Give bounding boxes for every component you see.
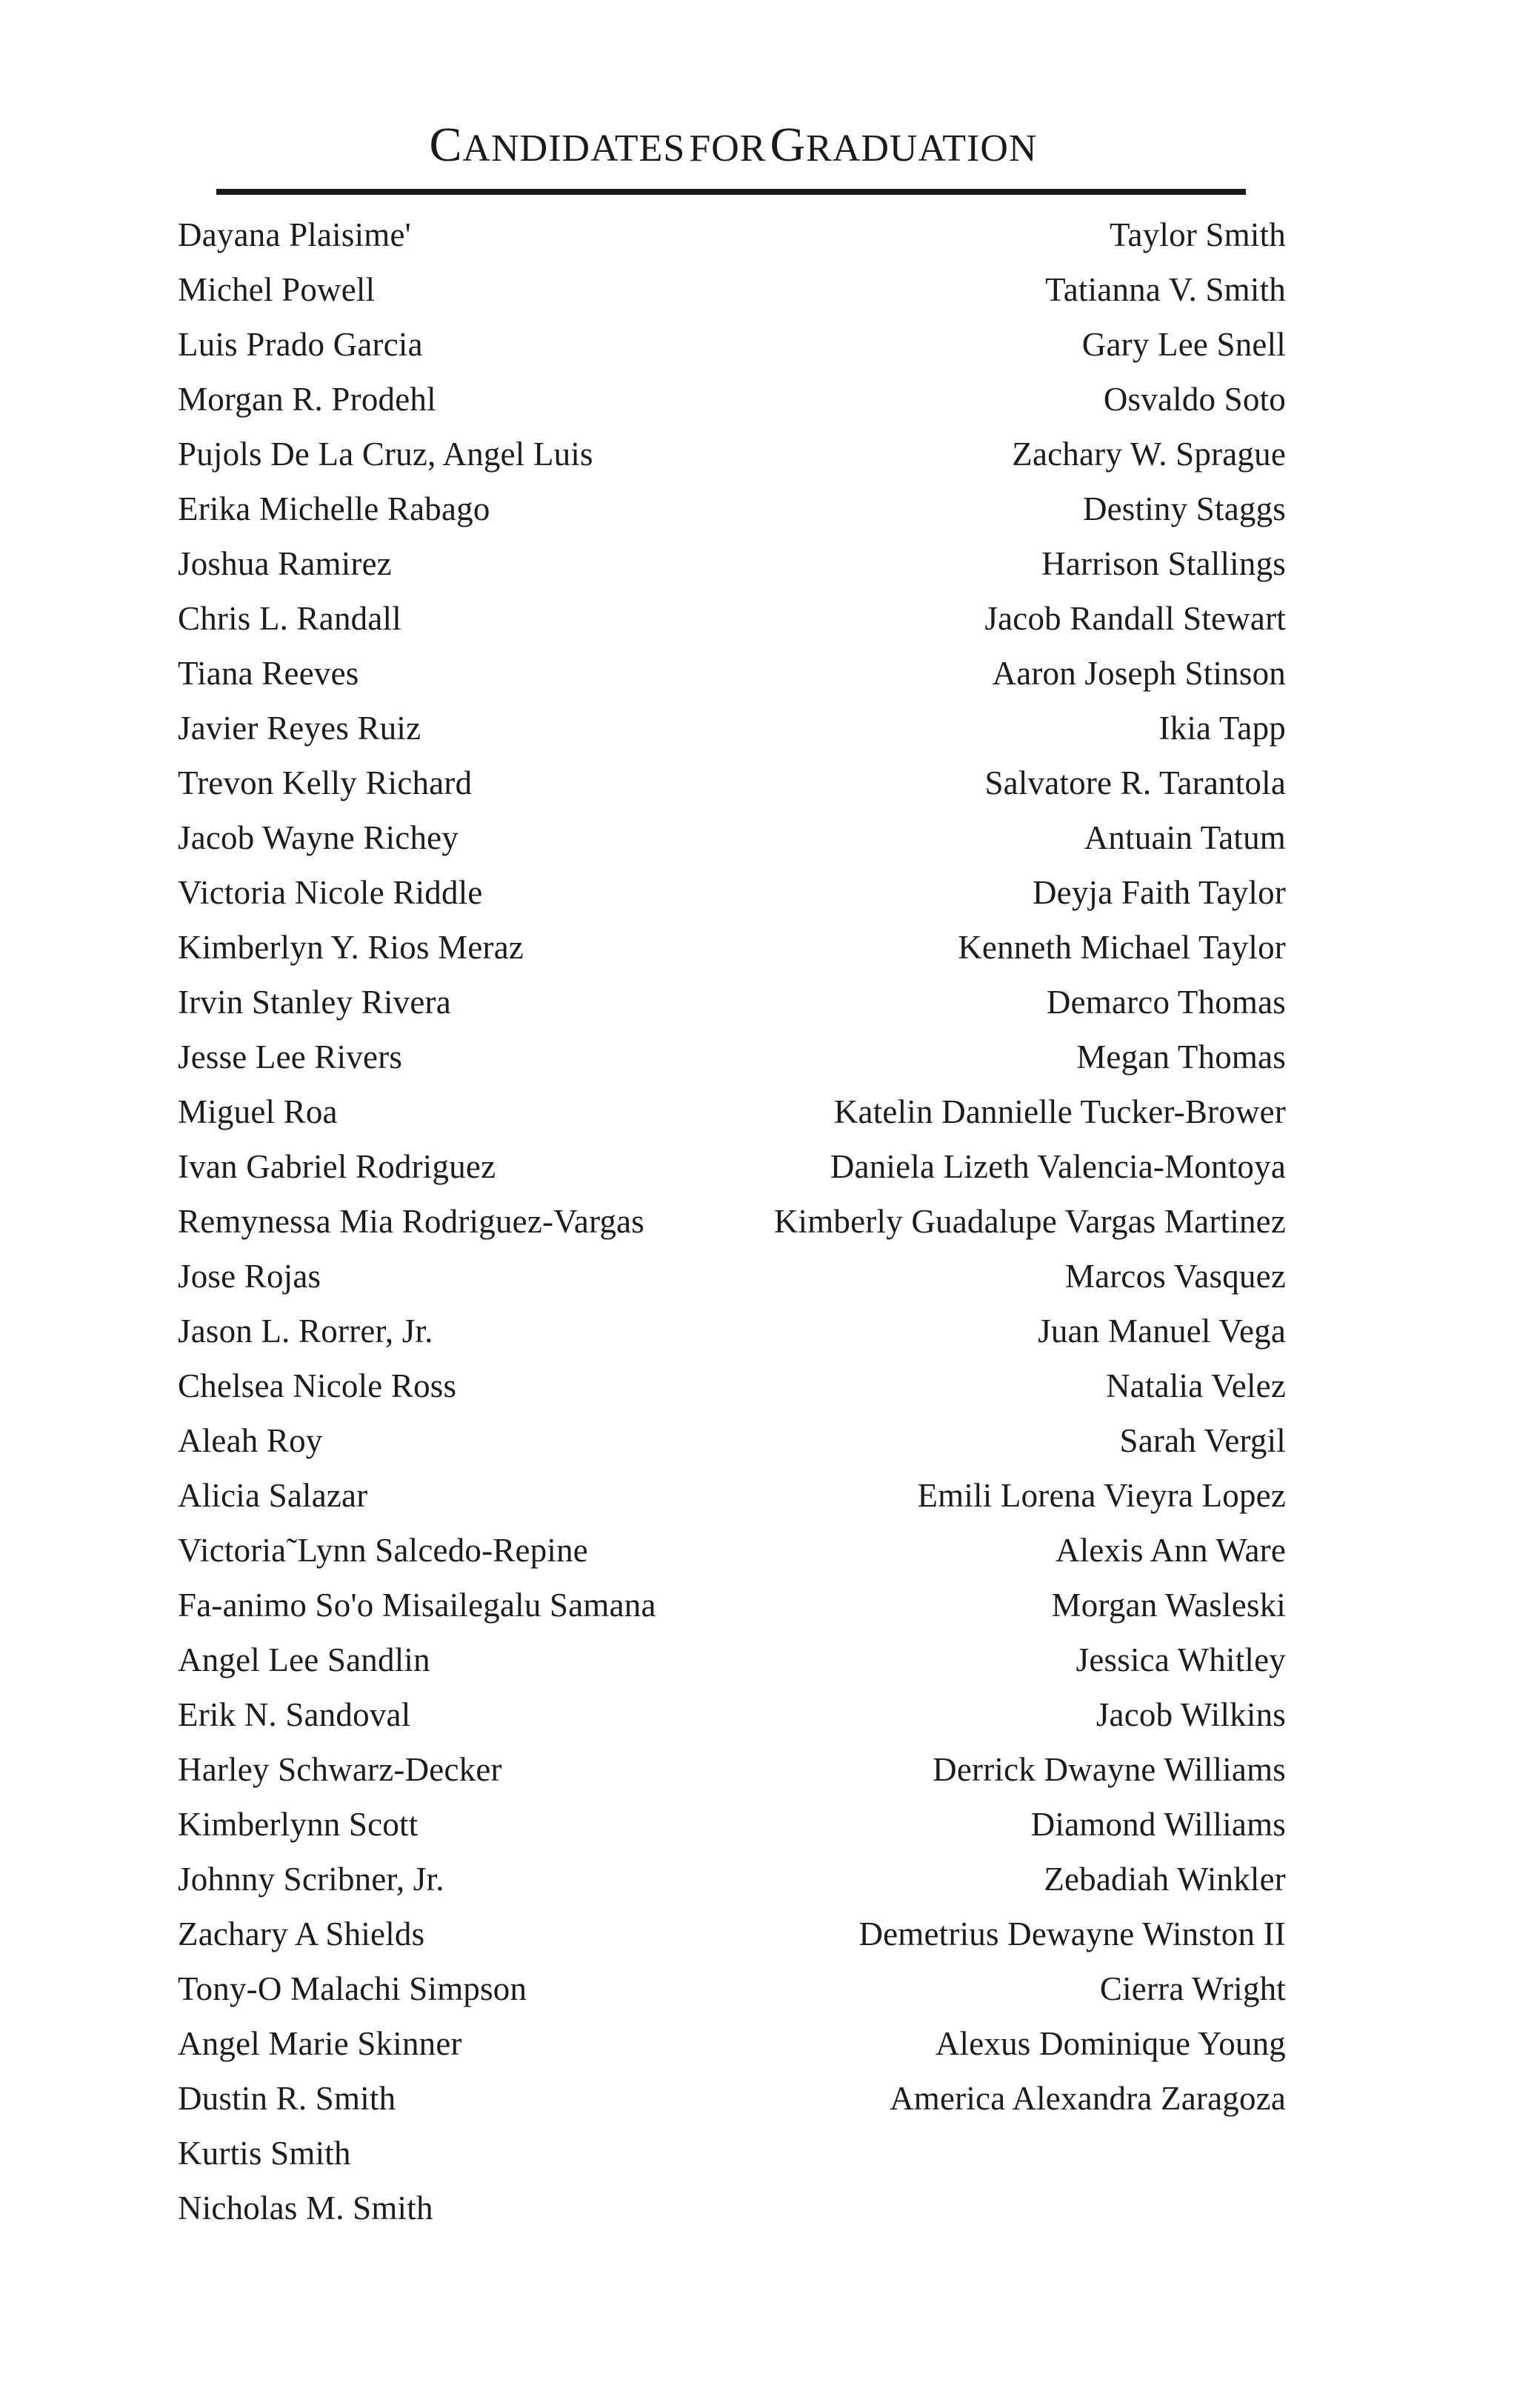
graduate-name: Juan Manuel Vega xyxy=(1038,1313,1286,1350)
graduate-name: Cierra Wright xyxy=(1099,1970,1286,2007)
graduate-name: Erik N. Sandoval xyxy=(178,1696,411,1733)
graduate-name: Jacob Wayne Richey xyxy=(178,819,459,856)
graduate-name: Trevon Kelly Richard xyxy=(178,764,473,801)
graduate-name: Emili Lorena Vieyra Lopez xyxy=(917,1477,1286,1514)
right-name-column xyxy=(711,207,1286,2126)
graduate-name: Jessica Whitley xyxy=(1076,1641,1286,1678)
graduate-name: Demarco Thomas xyxy=(1046,984,1286,1021)
graduate-name: Ikia Tapp xyxy=(1158,710,1286,747)
page-title xyxy=(215,117,1252,191)
graduate-name: Gary Lee Snell xyxy=(1081,326,1286,363)
graduate-name: Victoria˜Lynn Salcedo-Repine xyxy=(178,1532,588,1569)
left-name-column xyxy=(178,207,785,2235)
graduate-name: Nicholas M. Smith xyxy=(178,2189,433,2227)
graduate-name: Dayana Plaisime' xyxy=(178,216,411,253)
graduate-name: Natalia Velez xyxy=(1106,1367,1286,1404)
graduate-name: Sarah Vergil xyxy=(1119,1422,1286,1459)
graduate-name: Victoria Nicole Riddle xyxy=(178,874,483,911)
graduate-name: Derrick Dwayne Williams xyxy=(933,1751,1286,1788)
graduate-name: Tiana Reeves xyxy=(178,655,359,692)
graduate-name: Angel Lee Sandlin xyxy=(178,1641,430,1678)
graduate-name: Daniela Lizeth Valencia-Montoya xyxy=(830,1148,1286,1185)
graduate-name: Alexus Dominique Young xyxy=(935,2025,1286,2062)
graduate-name: Tony-O Malachi Simpson xyxy=(178,1970,527,2007)
title-initial-c: C xyxy=(429,118,463,172)
graduate-name: Megan Thomas xyxy=(1076,1038,1286,1075)
graduate-name: Angel Marie Skinner xyxy=(178,2025,462,2062)
graduate-name: Javier Reyes Ruiz xyxy=(178,710,421,747)
graduate-name: Kimberlynn Scott xyxy=(178,1806,418,1843)
graduate-name: Kimberlyn Y. Rios Meraz xyxy=(178,929,524,966)
graduate-name: Morgan R. Prodehl xyxy=(178,381,436,418)
graduate-name: Fa-animo So'o Misailegalu Samana xyxy=(178,1587,656,1624)
graduate-name: Aaron Joseph Stinson xyxy=(992,655,1286,692)
graduate-name: Salvatore R. Tarantola xyxy=(984,764,1286,801)
graduate-name: Katelin Dannielle Tucker-Brower xyxy=(833,1093,1286,1130)
graduate-name: Destiny Staggs xyxy=(1082,490,1286,527)
graduate-name: Dustin R. Smith xyxy=(178,2080,396,2117)
graduate-name: Jason L. Rorrer, Jr. xyxy=(178,1313,433,1350)
graduate-name: Pujols De La Cruz, Angel Luis xyxy=(178,436,593,473)
title-underline-rule xyxy=(216,189,1246,195)
graduate-name: Erika Michelle Rabago xyxy=(178,490,490,527)
graduate-name: Deyja Faith Taylor xyxy=(1032,874,1286,911)
graduate-name: Kenneth Michael Taylor xyxy=(958,929,1286,966)
graduate-name: Jesse Lee Rivers xyxy=(178,1038,403,1075)
graduate-name: Luis Prado Garcia xyxy=(178,326,423,363)
graduate-name: Michel Powell xyxy=(178,271,376,308)
graduate-name: Zachary W. Sprague xyxy=(1012,436,1286,473)
graduate-name: Zebadiah Winkler xyxy=(1044,1861,1286,1898)
graduate-name: Antuain Tatum xyxy=(1084,819,1286,856)
graduate-name: Chris L. Randall xyxy=(178,600,401,637)
graduate-name: Miguel Roa xyxy=(178,1093,338,1130)
graduate-name: Jacob Randall Stewart xyxy=(984,600,1286,637)
graduate-name: Zachary A Shields xyxy=(178,1915,425,1952)
graduate-name: Ivan Gabriel Rodriguez xyxy=(178,1148,496,1185)
graduate-name: Joshua Ramirez xyxy=(178,545,392,582)
graduate-name: Alexis Ann Ware xyxy=(1056,1532,1286,1569)
graduate-name: Osvaldo Soto xyxy=(1103,381,1286,418)
graduate-name: Kimberly Guadalupe Vargas Martinez xyxy=(773,1203,1286,1240)
title-initial-g: G xyxy=(770,118,807,172)
graduate-name: Taylor Smith xyxy=(1110,216,1286,253)
graduate-name: Alicia Salazar xyxy=(178,1477,368,1514)
graduate-name: Irvin Stanley Rivera xyxy=(178,984,451,1021)
title-word-candidates-rest: ANDIDATES xyxy=(462,127,686,170)
title-word-graduation-rest: RADUATION xyxy=(806,127,1038,170)
graduate-name: Johnny Scribner, Jr. xyxy=(178,1861,444,1898)
graduate-name: Diamond Williams xyxy=(1030,1806,1286,1843)
graduate-name: Chelsea Nicole Ross xyxy=(178,1367,457,1404)
graduate-name: Demetrius Dewayne Winston II xyxy=(858,1915,1286,1952)
graduate-name: America Alexandra Zaragoza xyxy=(890,2080,1286,2117)
title-word-for: FOR xyxy=(689,127,767,170)
graduate-name: Marcos Vasquez xyxy=(1064,1258,1286,1295)
graduate-name: Aleah Roy xyxy=(178,1422,323,1459)
graduate-name: Morgan Wasleski xyxy=(1051,1587,1286,1624)
graduate-name: Jose Rojas xyxy=(178,1258,321,1295)
graduate-name: Remynessa Mia Rodriguez-Vargas xyxy=(178,1203,645,1240)
graduate-name: Kurtis Smith xyxy=(178,2135,351,2172)
graduate-name: Harrison Stallings xyxy=(1041,545,1286,582)
graduate-name: Jacob Wilkins xyxy=(1096,1696,1286,1733)
graduate-name: Tatianna V. Smith xyxy=(1045,271,1286,308)
graduate-name: Harley Schwarz-Decker xyxy=(178,1751,502,1788)
